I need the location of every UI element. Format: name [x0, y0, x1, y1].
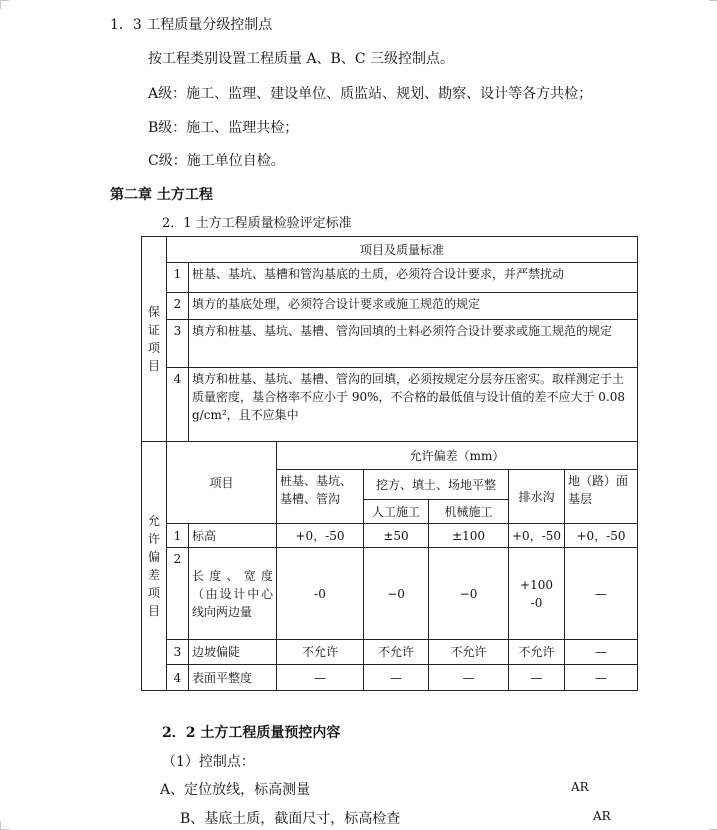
cell-pile: +0，-50 [277, 524, 364, 548]
cell-drain: 不允许 [509, 640, 565, 665]
section-heading-2-1: 2．1 土方工程质量检验评定标准 [162, 216, 352, 231]
cell-road: — [565, 548, 638, 640]
row-no: 2 [167, 548, 189, 640]
cell-manual: ±50 [364, 524, 429, 548]
level-a-text: A级：施工、监理、建设单位、质监站、规划、勘察、设计等各方共检； [148, 86, 593, 102]
cell-machine: — [429, 665, 509, 691]
row-item: 边坡偏陡 [189, 640, 277, 665]
quality-standards-table [141, 236, 638, 691]
row-no: 3 [167, 640, 189, 665]
tolerance-group-label: 允 许 偏 差 项 目 [142, 442, 167, 691]
col-header-road: 地（路）面基层 [565, 470, 638, 524]
row-item: 长度、宽度（由设计中心线向两边量 [189, 548, 277, 640]
cell-machine: 不允许 [429, 640, 509, 665]
control-point-b-tag: AR [593, 809, 611, 823]
grading-intro: 按工程类别设置工程质量 A、B、C 三级控制点。 [148, 51, 455, 67]
col-header-pile: 桩基、基坑、基槽、管沟 [277, 470, 364, 524]
row-item: 表面平整度 [189, 665, 277, 691]
cell-pile: — [277, 665, 364, 691]
tolerance-header: 允许偏差（mm） [277, 442, 638, 470]
row-item: 标高 [189, 524, 277, 548]
guarantee-item-text: 填方和桩基、基坑、基槽、管沟回填的土料必须符合设计要求或施工规范的规定 [189, 320, 638, 368]
guarantee-header: 项目及质量标准 [167, 237, 638, 263]
crop-mark-top-left [0, 0, 9, 9]
section-heading-2-2: 2．2 土方工程质量预控内容 [162, 725, 341, 741]
cell-drain: +0，-50 [509, 524, 565, 548]
guarantee-item-no: 1 [167, 263, 189, 293]
guarantee-item-text: 填方的基底处理，必须符合设计要求或施工规范的规定 [189, 293, 638, 320]
control-point-a-tag: AR [571, 780, 589, 794]
table-row [142, 524, 638, 548]
col-header-manual: 人工施工 [364, 500, 429, 524]
row-no: 1 [167, 524, 189, 548]
cell-manual: −0 [364, 548, 429, 640]
cell-machine: −0 [429, 548, 509, 640]
cell-road: +0，-50 [565, 524, 638, 548]
guarantee-item-no: 2 [167, 293, 189, 320]
level-c-text: C级：施工单位自检。 [148, 153, 285, 169]
col-header-machine: 机械施工 [429, 500, 509, 524]
item-header: 项目 [167, 442, 277, 524]
cell-pile: 不允许 [277, 640, 364, 665]
level-b-text: B级：施工、监理共检； [148, 120, 299, 136]
guarantee-item-no: 3 [167, 320, 189, 368]
col-header-dig: 挖方、填土、场地平整 [364, 470, 509, 500]
cell-drain: +100 -0 [509, 548, 565, 640]
cell-manual: — [364, 665, 429, 691]
control-point-a: A、定位放线，标高测量 [160, 782, 311, 798]
cell-drain: — [509, 665, 565, 691]
table-row [142, 665, 638, 691]
guarantee-item-text: 填方和桩基、基坑、基槽、管沟的回填，必须按规定分层夯压密实。取样测定于土质量密度，基合格率不应小于 90%，不合格的最低值与设计值的差不应大于 0.08g/cm²，且不应集中 [189, 368, 638, 442]
table-row [142, 640, 638, 665]
cell-manual: 不允许 [364, 640, 429, 665]
col-header-drain: 排水沟 [509, 470, 565, 524]
cell-road: — [565, 665, 638, 691]
control-point-b: B、基底土质，截面尺寸，标高检查 [180, 811, 401, 827]
chapter-title: 第二章 土方工程 [110, 187, 213, 203]
cell-pile: -0 [277, 548, 364, 640]
cell-machine: ±100 [429, 524, 509, 548]
guarantee-item-text: 桩基、基坑、基槽和管沟基底的土质，必须符合设计要求，并严禁扰动 [189, 263, 638, 293]
crop-mark-top-right [709, 0, 717, 9]
control-points-label: （1）控制点： [162, 754, 255, 770]
guarantee-group-label: 保 证 项 目 [142, 237, 167, 442]
row-no: 4 [167, 665, 189, 691]
guarantee-item-no: 4 [167, 368, 189, 442]
cell-road: — [565, 640, 638, 665]
table-row [142, 548, 638, 640]
section-heading-1-3: 1．3 工程质量分级控制点 [110, 17, 273, 33]
